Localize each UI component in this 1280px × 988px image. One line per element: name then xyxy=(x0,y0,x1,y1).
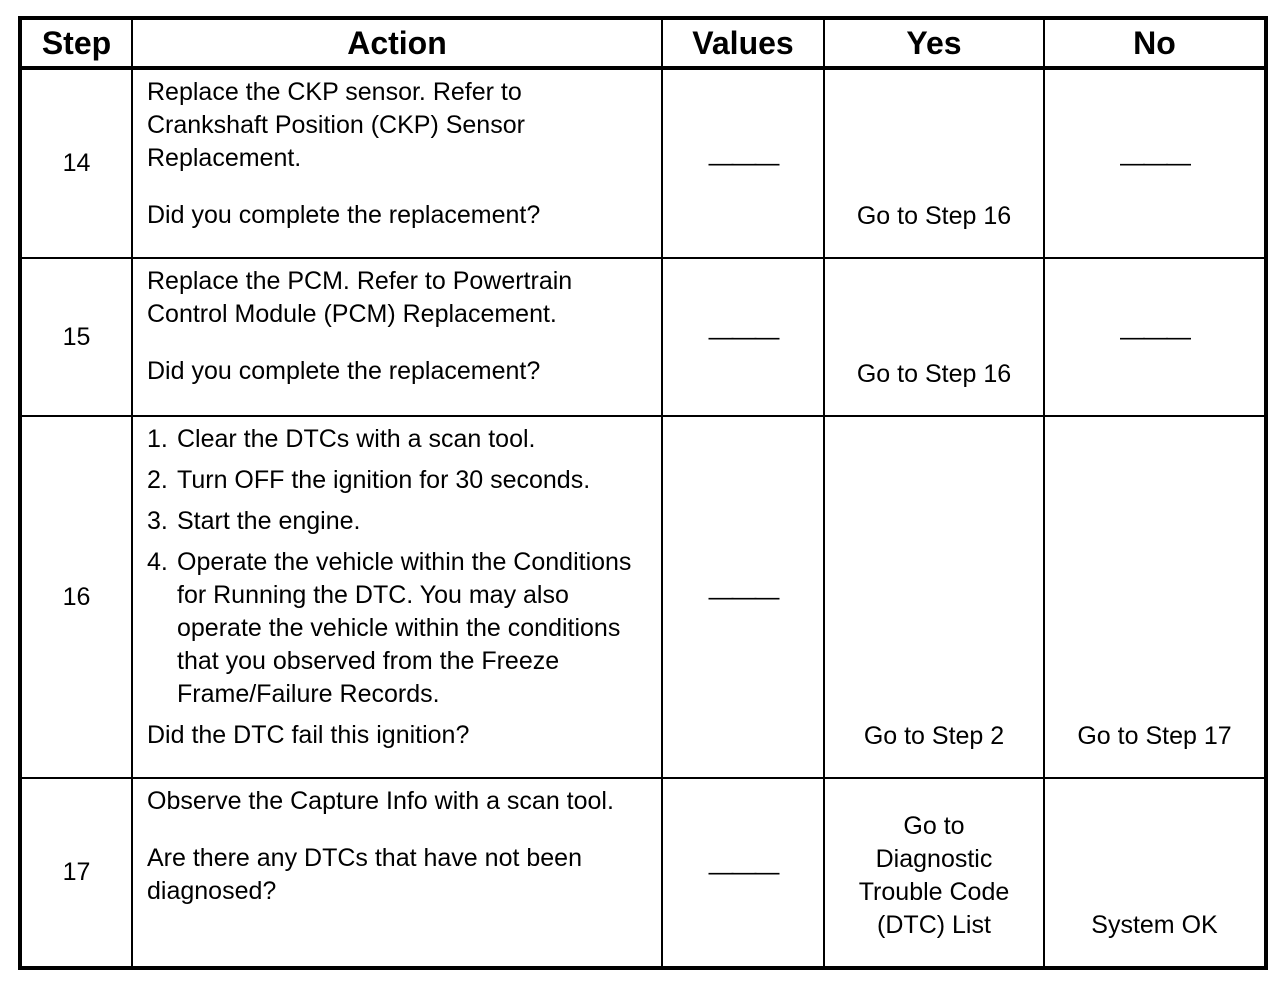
action-question: Did the DTC fail this ignition? xyxy=(147,721,470,749)
diagnostic-table-container xyxy=(18,16,1264,968)
table-row-step-15 xyxy=(20,258,1266,416)
step-number: 16 xyxy=(20,416,132,778)
no-cell: Go to Step 17 xyxy=(1044,416,1266,778)
values-dash: ——— xyxy=(708,149,778,177)
step-number: 14 xyxy=(20,68,132,258)
header-action: Action xyxy=(132,18,662,68)
yes-cell: Go to Diagnostic Trouble Code (DTC) List xyxy=(824,778,1044,968)
no-dash: ——— xyxy=(1120,149,1189,177)
values-cell xyxy=(662,258,824,416)
list-item xyxy=(147,423,647,456)
list-item-text: Operate the vehicle within the Conditions for Running the DTC. You may also operate the vehicle within the conditions that you observed from the Freeze Frame/Failure Records. xyxy=(177,548,632,708)
action-text: Replace the CKP sensor. Refer to Crankshaft Position (CKP) Sensor Replacement. xyxy=(147,78,525,172)
yes-cell: Go to Step 16 xyxy=(824,68,1044,258)
action-question: Did you complete the replacement? xyxy=(147,201,541,229)
values-cell xyxy=(662,416,824,778)
table-row-step-14 xyxy=(20,68,1266,258)
action-text: Observe the Capture Info with a scan tool. xyxy=(147,787,614,815)
list-item-number: 3. xyxy=(147,507,168,535)
action-steps-list xyxy=(147,423,647,711)
list-item xyxy=(147,464,647,497)
no-dash: ——— xyxy=(1120,322,1189,351)
list-item-text: Clear the DTCs with a scan tool. xyxy=(177,425,536,453)
no-cell xyxy=(1044,68,1266,258)
list-item-number: 1. xyxy=(147,425,168,453)
values-cell xyxy=(662,778,824,968)
table-row-step-17 xyxy=(20,778,1266,968)
action-question: Are there any DTCs that have not been diagnosed? xyxy=(147,844,582,905)
list-item xyxy=(147,505,647,538)
header-yes: Yes xyxy=(824,18,1044,68)
header-values: Values xyxy=(662,18,824,68)
values-dash: ——— xyxy=(708,582,778,611)
values-dash: ——— xyxy=(708,858,778,886)
action-text: Replace the PCM. Refer to Powertrain Control Module (PCM) Replacement. xyxy=(147,267,573,328)
no-cell: System OK xyxy=(1044,778,1266,968)
table-row-step-16 xyxy=(20,416,1266,778)
list-item-number: 2. xyxy=(147,466,168,494)
header-row xyxy=(20,18,1266,68)
values-cell xyxy=(662,68,824,258)
action-cell xyxy=(132,258,662,416)
step-number: 15 xyxy=(20,258,132,416)
action-cell xyxy=(132,416,662,778)
list-item xyxy=(147,546,647,711)
yes-cell: Go to Step 16 xyxy=(824,258,1044,416)
list-item-text: Start the engine. xyxy=(177,507,361,535)
diagnostic-table xyxy=(18,16,1268,970)
list-item-number: 4. xyxy=(147,548,168,576)
yes-cell: Go to Step 2 xyxy=(824,416,1044,778)
values-dash: ——— xyxy=(708,322,778,351)
header-no: No xyxy=(1044,18,1266,68)
list-item-text: Turn OFF the ignition for 30 seconds. xyxy=(177,466,591,494)
no-cell xyxy=(1044,258,1266,416)
action-question: Did you complete the replacement? xyxy=(147,357,541,385)
header-step: Step xyxy=(20,18,132,68)
action-cell xyxy=(132,68,662,258)
step-number: 17 xyxy=(20,778,132,968)
action-cell xyxy=(132,778,662,968)
